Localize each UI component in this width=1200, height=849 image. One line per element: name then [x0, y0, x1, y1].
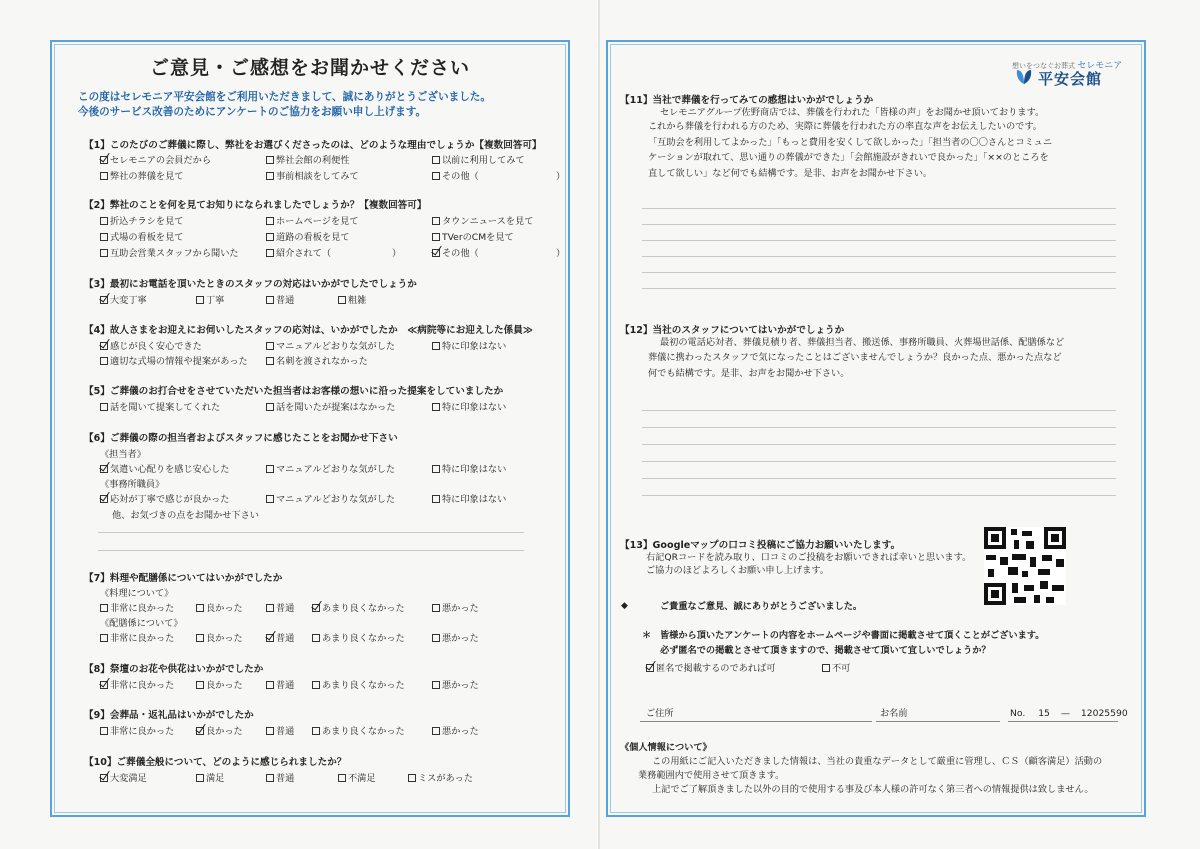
checkbox-checked[interactable]	[100, 342, 108, 350]
checkbox[interactable]	[312, 681, 320, 689]
checkbox[interactable]	[266, 217, 274, 225]
survey-title: ご意見・ご感想をお聞かせください	[149, 57, 470, 79]
name-field[interactable]	[876, 721, 1000, 722]
logo-mark-icon	[1014, 68, 1034, 86]
q3-option-very-polite[interactable]: 大変丁寧	[100, 292, 147, 306]
checkbox[interactable]	[266, 604, 274, 612]
note-text-1: 皆様から頂いたアンケートの内容をホームページや書面に掲載させて頂くことがございます。	[660, 630, 1045, 641]
q12-label: 【12】当社のスタッフについてはいかがでしょうか	[620, 325, 845, 336]
checkbox[interactable]	[100, 727, 108, 735]
checkbox[interactable]	[432, 342, 440, 350]
checkbox[interactable]	[432, 495, 440, 503]
q7-server-option-5[interactable]: 悪かった	[432, 630, 479, 644]
name-label: お名前	[880, 708, 908, 719]
privacy-title: 《個人情報について》	[620, 742, 712, 753]
checkbox[interactable]	[266, 342, 274, 350]
q6-staff-option-no-impression[interactable]: 特に印象はない	[432, 461, 506, 475]
checkbox[interactable]	[266, 465, 274, 473]
q12-answer-line[interactable]	[642, 495, 1116, 496]
q11-answer-line[interactable]	[642, 240, 1116, 241]
checkbox[interactable]	[312, 634, 320, 642]
q12-answer-line[interactable]	[642, 478, 1116, 479]
note-mark: ＊	[642, 630, 652, 641]
q11-answer-line[interactable]	[642, 224, 1116, 225]
q2-option-referral[interactable]: 紹介されて（	[266, 245, 331, 259]
privacy-body-2: 業務範囲内で使用させて頂きます。	[638, 770, 785, 781]
q6-comment-line[interactable]	[98, 532, 524, 533]
q9-label: 【9】会葬品・返礼品はいかがでしたか	[84, 710, 254, 721]
q2-option-road-sign[interactable]: 道路の看板を見て	[266, 229, 350, 243]
q6-label: 【6】ご葬儀の際の担当者およびスタッフに感じたことをお聞かせ下さい	[84, 433, 398, 444]
q11-body-5: 直して欲しい」など何でも結構です。是非、お声をお聞かせ下さい。	[648, 168, 933, 179]
thanks-text: ご貴重なご意見、誠にありがとうございました。	[660, 601, 863, 612]
checkbox[interactable]	[100, 249, 108, 257]
checkbox[interactable]	[100, 217, 108, 225]
checkbox[interactable]	[822, 664, 830, 672]
q6-staff-option-reassured[interactable]: 気遣い心配りを感じ安心した	[100, 461, 229, 475]
number-underline	[1008, 721, 1118, 722]
checkbox[interactable]	[338, 774, 346, 782]
q7-food-option-2[interactable]: 良かった	[196, 600, 243, 614]
q1-option-previous[interactable]: 以前に利用してみて	[432, 152, 525, 166]
privacy-body-1: この用紙にご記入いただきました情報は、当社の貴重なデータとして厳重に管理し、ＣＳ（顧客満足）活動の	[652, 756, 1103, 767]
checkbox[interactable]	[100, 357, 108, 365]
q6-sub-office: 《事務所職員》	[100, 479, 165, 490]
checkbox-checked[interactable]	[100, 774, 108, 782]
checkbox[interactable]	[100, 604, 108, 612]
number-label: No.	[1010, 708, 1026, 719]
checkbox[interactable]	[432, 233, 440, 241]
q7-server-option-3[interactable]: 普通	[266, 630, 294, 644]
q6-sub-staff: 《担当者》	[100, 449, 146, 460]
checkbox[interactable]	[312, 727, 320, 735]
checkbox-checked[interactable]	[100, 296, 108, 304]
q7-server-option-4[interactable]: あまり良くなかった	[312, 630, 405, 644]
q2-option-other[interactable]: その他（	[432, 245, 479, 259]
q1-option-other[interactable]: その他（	[432, 168, 479, 182]
logo-tagline: 想いをつなぐお葬式 セレモニア	[1012, 61, 1123, 71]
number-value-a: 15	[1038, 708, 1050, 719]
q1-other-close: ）	[556, 171, 566, 182]
checkbox[interactable]	[100, 634, 108, 642]
q1-option-member[interactable]: セレモニアの会員だから	[100, 152, 211, 166]
q9-option-1[interactable]: 非常に良かった	[100, 723, 174, 737]
checkbox-checked[interactable]	[312, 604, 320, 612]
checkbox[interactable]	[432, 465, 440, 473]
q11-answer-line[interactable]	[642, 208, 1116, 209]
q5-label: 【5】ご葬儀のお打合せをさせていただいた担当者はお客様の想いに沿った提案をしていましたか	[84, 386, 504, 397]
logo-name: 平安会館	[1038, 70, 1103, 88]
q1-option-seen[interactable]: 弊社の葬儀を見て	[100, 168, 184, 182]
checkbox-checked[interactable]	[646, 664, 654, 672]
q11-body-2: これから葬儀を行われる方のため、実際に葬儀を行われた方の率直な声をお伝えしたいのです。	[648, 121, 1042, 132]
q11-answer-line[interactable]	[642, 272, 1116, 273]
checkbox[interactable]	[338, 296, 346, 304]
q10-option-unsatisfied[interactable]: 不満足	[338, 770, 376, 784]
checkbox[interactable]	[100, 403, 108, 411]
checkbox[interactable]	[196, 604, 204, 612]
q2-label: 【2】弊社のことを何を見てお知りになられましたでしょうか？【複数回答可】	[84, 200, 427, 211]
checkbox[interactable]	[100, 233, 108, 241]
checkbox[interactable]	[196, 634, 204, 642]
checkbox[interactable]	[266, 774, 274, 782]
checkbox[interactable]	[432, 172, 440, 180]
q7-label: 【7】料理や配膳係についてはいかがでしたか	[84, 573, 283, 584]
q10-option-very-satisfied[interactable]: 大変満足	[100, 770, 147, 784]
note-text-2: 必ず匿名での掲載とさせて頂きますので、掲載させて頂いて宜しいでしょうか？	[660, 645, 991, 656]
q7-food-option-3[interactable]: 普通	[266, 600, 294, 614]
checkbox-checked[interactable]	[432, 249, 440, 257]
q7-sub-servers: 《配膳係について》	[100, 618, 183, 629]
checkbox[interactable]	[432, 156, 440, 164]
checkbox[interactable]	[408, 774, 416, 782]
q7-food-option-4[interactable]: あまり良くなかった	[312, 600, 405, 614]
q6-office-option-manual[interactable]: マニュアルどおりな気がした	[266, 491, 395, 505]
number-value-b: 12025590	[1080, 708, 1128, 719]
checkbox[interactable]	[432, 681, 440, 689]
checkbox[interactable]	[196, 296, 204, 304]
consent-option-anonymous[interactable]: 匿名で掲載するのであれば可	[646, 660, 775, 674]
q13-body-2: ご協力のほどよろしくお願い申し上げます。	[646, 565, 830, 576]
q2-referral-close: ）	[392, 248, 402, 259]
q4-option-manual[interactable]: マニュアルどおりな気がした	[266, 338, 395, 352]
q10-option-satisfied[interactable]: 満足	[196, 770, 224, 784]
checkbox[interactable]	[196, 681, 204, 689]
q12-answer-line[interactable]	[642, 427, 1116, 428]
q9-option-5[interactable]: 悪かった	[432, 723, 479, 737]
checkbox[interactable]	[196, 774, 204, 782]
q10-option-normal[interactable]: 普通	[266, 770, 294, 784]
q8-option-2[interactable]: 良かった	[196, 677, 243, 691]
q2-option-townnews[interactable]: タウンニュースを見て	[432, 213, 533, 227]
q2-option-tver[interactable]: TVerのCMを見て	[432, 229, 514, 243]
qr-code-icon[interactable]	[984, 527, 1066, 605]
q11-label: 【11】当社で葬儀を行ってみての感想はいかがでしょうか	[620, 95, 874, 106]
checkbox[interactable]	[432, 634, 440, 642]
checkbox-checked[interactable]	[100, 156, 108, 164]
number-field	[1010, 707, 1128, 720]
q3-option-normal[interactable]: 普通	[266, 292, 294, 306]
q2-option-homepage[interactable]: ホームページを見て	[266, 213, 359, 227]
q11-body-3: 「互助会を利用してよかった」「もっと費用を安くして欲しかった」「担当者の〇〇さんとコミュニ	[648, 137, 1053, 148]
checkbox[interactable]	[266, 681, 274, 689]
q12-body-1: 最初の電話応対者、葬儀見積り者、葬儀担当者、搬送係、事務所職員、火葬場世話係、配膳係など	[660, 337, 1065, 348]
checkbox[interactable]	[266, 233, 274, 241]
q3-option-polite[interactable]: 丁寧	[196, 292, 224, 306]
q8-option-5[interactable]: 悪かった	[432, 677, 479, 691]
q11-body-4: ケーションが取れて、思い通りの葬儀ができた」「会館施設がきれいで良かった」「××のところを	[648, 152, 1049, 163]
q8-option-3[interactable]: 普通	[266, 677, 294, 691]
q6-staff-option-manual[interactable]: マニュアルどおりな気がした	[266, 461, 395, 475]
q11-body-1: セレモニアグループ佐野商店では、葬儀を行われた「皆様の声」をお聞かせ頂いております。	[660, 107, 1045, 118]
checkbox-checked[interactable]	[100, 681, 108, 689]
consent-option-no[interactable]: 不可	[822, 660, 850, 674]
q7-server-option-1[interactable]: 非常に良かった	[100, 630, 174, 644]
q6-office-option-polite[interactable]: 応対が丁寧で感じが良かった	[100, 491, 229, 505]
q1-option-consult[interactable]: 事前相談をしてみて	[266, 168, 359, 182]
q12-body-3: 何でも結構です。是非、お声をお聞かせ下さい。	[648, 368, 850, 379]
q1-label: 【1】このたびのご葬儀に際し、弊社をお選びくださったのは、どのような理由でしょうか【複数回答可】	[84, 140, 542, 151]
q4-option-no-card[interactable]: 名刺を渡されなかった	[266, 353, 368, 367]
q13-label: 【13】Googleマップの口コミ投稿にご協力お願いいたします。	[620, 540, 901, 551]
address-field[interactable]	[640, 721, 872, 722]
q12-answer-line[interactable]	[642, 461, 1116, 462]
q12-answer-line[interactable]	[642, 444, 1116, 445]
checkbox[interactable]	[266, 296, 274, 304]
q2-option-venue-sign[interactable]: 式場の看板を見て	[100, 229, 184, 243]
q7-food-option-5[interactable]: 悪かった	[432, 600, 479, 614]
q4-option-proposal[interactable]: 適切な式場の情報や提案があった	[100, 353, 248, 367]
q7-sub-food: 《料理について》	[100, 588, 174, 599]
q11-answer-line[interactable]	[642, 256, 1116, 257]
q8-option-1[interactable]: 非常に良かった	[100, 677, 174, 691]
q5-option-no-impression[interactable]: 特に印象はない	[432, 399, 506, 413]
q2-other-close: ）	[556, 248, 566, 259]
q6-comment-line[interactable]	[98, 550, 524, 551]
q9-option-4[interactable]: あまり良くなかった	[312, 723, 405, 737]
q8-label: 【8】祭壇のお花や供花はいかがでしたか	[84, 664, 264, 675]
intro-text: この度はセレモニア平安会館をご利用いただきまして、誠にありがとうございました。 今後のサービス改善のためにアンケートのご協力をお願い申し上げます。	[78, 91, 491, 118]
checkbox[interactable]	[266, 403, 274, 411]
checkbox[interactable]	[432, 604, 440, 612]
page-fold	[598, 0, 600, 849]
q10-label: 【10】ご葬儀全般について、どのように感じられましたか？	[84, 757, 347, 768]
q4-label: 【4】故人さまをお迎えにお伺いしたスタッフの応対は、いかがでしたか ≪病院等にお迎えした係員≫	[84, 325, 533, 336]
checkbox[interactable]	[100, 172, 108, 180]
q5-option-no-proposal[interactable]: 話を聞いたが提案はなかった	[266, 399, 395, 413]
checkbox[interactable]	[432, 727, 440, 735]
q11-answer-line[interactable]	[642, 288, 1116, 289]
q9-option-3[interactable]: 普通	[266, 723, 294, 737]
q2-option-flyer[interactable]: 折込チラシを見て	[100, 213, 184, 227]
checkbox[interactable]	[266, 727, 274, 735]
checkbox[interactable]	[266, 495, 274, 503]
checkbox-checked[interactable]	[100, 465, 108, 473]
checkbox-checked[interactable]	[196, 727, 204, 735]
q9-option-2[interactable]: 良かった	[196, 723, 243, 737]
address-label: ご住所	[646, 708, 674, 719]
checkbox-checked[interactable]	[266, 634, 274, 642]
checkbox[interactable]	[266, 156, 274, 164]
q10-option-mistake[interactable]: ミスがあった	[408, 770, 473, 784]
q6-other-comments-label: 他、お気づきの点をお聞かせ下さい	[112, 510, 259, 521]
q12-answer-line[interactable]	[642, 410, 1116, 411]
diamond-bullet-icon: ◆	[621, 601, 628, 611]
q4-option-reassured[interactable]: 感じが良く安心できた	[100, 338, 202, 352]
q8-option-4[interactable]: あまり良くなかった	[312, 677, 405, 691]
checkbox[interactable]	[432, 403, 440, 411]
checkbox[interactable]	[266, 357, 274, 365]
checkbox-checked[interactable]	[100, 495, 108, 503]
q6-office-option-no-impression[interactable]: 特に印象はない	[432, 491, 506, 505]
checkbox[interactable]	[266, 249, 274, 257]
q5-option-proposed[interactable]: 話を聞いて提案してくれた	[100, 399, 220, 413]
checkbox[interactable]	[432, 217, 440, 225]
q3-option-rough[interactable]: 粗雑	[338, 292, 366, 306]
checkbox[interactable]	[266, 172, 274, 180]
q7-food-option-1[interactable]: 非常に良かった	[100, 600, 174, 614]
q4-option-no-impression[interactable]: 特に印象はない	[432, 338, 506, 352]
privacy-body-3: 上記でご了解頂きました以外の目的で使用する事及び本人様の許可なく第三者への情報提供は致しません。	[652, 784, 1094, 795]
q2-option-staff[interactable]: 互助会営業スタッフから聞いた	[100, 245, 239, 259]
number-dash: —	[1060, 708, 1070, 719]
q1-option-convenience[interactable]: 弊社会館の利便性	[266, 152, 350, 166]
q3-label: 【3】最初にお電話を頂いたときのスタッフの対応はいかがでしたでしょうか	[84, 279, 417, 290]
q12-body-2: 葬儀に携わったスタッフで気になったことはございませんでしょうか？良かった点、悪かった点など	[648, 352, 1062, 363]
q13-body-1: 右記QRコードを読み取り、口コミのご投稿をお願いできれば幸いと思います。	[646, 552, 972, 563]
q7-server-option-2[interactable]: 良かった	[196, 630, 243, 644]
